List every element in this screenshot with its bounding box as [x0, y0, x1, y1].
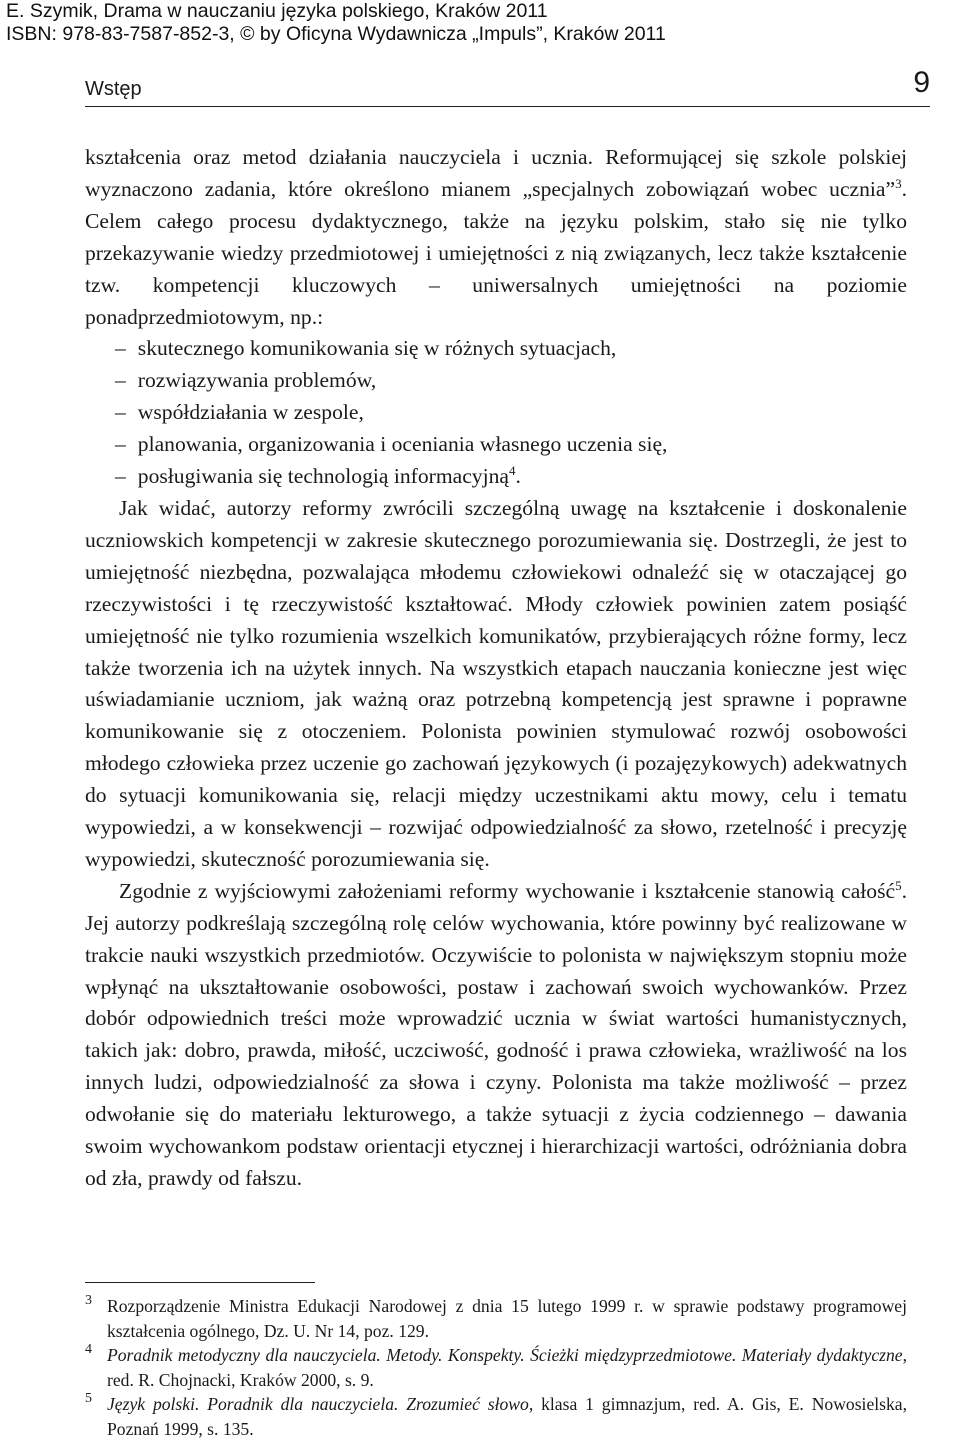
paragraph-1-text-b: . Celem całego procesu dydaktycznego, także na języku polskim, stało się nie tylko przekazywanie wiedzy przedmiotowej i umiejętności z nią związanych, lecz także kształcenie tzw. kompetencji kluczowych – uniwersalnych umiejętności na poziomie ponadprzedmiotowym, np.:: [85, 176, 907, 329]
list-item: – rozwiązywania problemów,: [85, 365, 907, 397]
page-number: 9: [913, 66, 930, 99]
footnote-ref-5[interactable]: 5: [895, 877, 902, 893]
footnotes: [85, 1294, 907, 1441]
footnote-separator: [85, 1282, 315, 1283]
publication-meta: [6, 0, 666, 46]
paragraph-3-text-a: Zgodnie z wyjściowymi założeniami reformy wychowanie i kształcenie stanowią całość: [119, 878, 896, 903]
footnote-number: 4: [85, 1342, 92, 1357]
footnote-number: 5: [85, 1391, 92, 1406]
footnote-ref-4[interactable]: 4: [508, 462, 516, 478]
footnote-ref-3[interactable]: 3: [895, 175, 902, 191]
footnote-title: Poradnik metodyczny dla nauczyciela. Metody. Konspekty. Ścieżki międzyprzedmiotowe. Materiały dydaktyczne: [107, 1345, 903, 1365]
main-text: [85, 142, 907, 1195]
list-item: – skutecznego komunikowania się w różnych sytuacjach,: [85, 333, 907, 365]
list-item-text: posługiwania się technologią informacyjną: [137, 464, 509, 489]
running-header: [85, 62, 930, 107]
footnote-4: [85, 1343, 907, 1392]
paragraph-1-text-a: kształcenia oraz metod działania nauczyciela i ucznia. Reformującej się szkole polskiej wyznaczono zadania, które określono mianem „specjalnych zobowiązań wobec ucznia”: [85, 145, 907, 201]
footnote-text: Rozporządzenie Ministra Edukacji Narodowej z dnia 15 lutego 1999 r. w sprawie podstawy programowej kształcenia ogólnego, Dz. U. Nr 14, poz. 129.: [107, 1296, 907, 1341]
list-item: – planowania, organizowania i oceniania własnego uczenia się,: [85, 429, 907, 461]
footnote-number: 3: [85, 1293, 92, 1308]
paragraph-2: Jak widać, autorzy reformy zwrócili szczególną uwagę na kształcenie i doskonalenie uczniowskich kompetencji w zakresie skutecznego porozumiewania się. Dostrzegli, że jest to umiejętność niezbędna, pozwalająca młodemu człowiekowi odnaleźć się w otaczającej go rzeczywistości i tę rzeczywistość kształtować. Młody człowiek powinien zatem posiąść umiejętność nie tylko rozumienia wszelkich komunikatów, przybierających różne formy, lecz także tworzenia ich na użytek innych. Na wszystkich etapach nauczania konieczne jest więc uświadamianie uczniom, jak ważną oraz potrzebną kompetencją jest sprawne i poprawne komunikowanie się z otoczeniem. Polonista powinien stymulować rozwój osobowości młodego człowieka przez uczenie go zachowań językowych (i pozajęzykowych) adekwatnych do sytuacji komunikowania się, relacji między uczestnikami aktu mowy, celu i tematu wypowiedzi, a w konsekwencji – rozwijać odpowiedzialność za słowo, rzetelność i precyzję wypowiedzi, skuteczność porozumiewania się.: [85, 495, 907, 871]
section-title: Wstęp: [85, 78, 142, 100]
paragraph-1: [85, 142, 907, 333]
footnote-5: [85, 1392, 907, 1441]
footnote-text: , red. R. Chojnacki, Kraków 2000, s. 9.: [107, 1345, 907, 1390]
list-item-end: .: [515, 464, 521, 489]
paragraph-3: [85, 876, 907, 1195]
list-item: [85, 461, 907, 493]
meta-line-author-title: E. Szymik, Drama w nauczaniu języka polskiego, Kraków 2011: [6, 0, 548, 22]
footnote-title: Język polski. Poradnik dla nauczyciela. Zrozumieć słowo: [107, 1394, 529, 1414]
list-item: – współdziałania w zespole,: [85, 397, 907, 429]
paragraph-3-text-b: . Jej autorzy podkreślają szczególną rolę celów wychowania, które powinny być realizowane w trakcie nauki wszystkich przedmiotów. Oczywiście to polonista w największym stopniu może wpłynąć na ukształtowanie osobowości, postaw i zachowań swoich wychowanków. Przez dobór odpowiednich treści może wprowadzić ucznia w świat wartości humanistycznych, takich jak: dobro, prawda, miłość, uczciwość, godność i prawa człowieka, wrażliwość na los innych ludzi, odpowiedzialność za słowa i czyny. Polonista ma także możliwość – przez odwołanie się do materiału lekturowego, a także sytuacji z życia codziennego – dawania swoim wychowankom podstaw orientacji etycznej i hierarchizacji wartości, odróżniania dobra od zła, prawdy od fałszu.: [85, 878, 907, 1190]
footnote-text: , klasa 1 gimnazjum, red. A. Gis, E. Nowosielska, Poznań 1999, s. 135.: [107, 1394, 907, 1439]
meta-line-isbn: ISBN: 978-83-7587-852-3, © by Oficyna Wydawnicza „Impuls”, Kraków 2011: [6, 23, 666, 45]
footnote-3: [85, 1294, 907, 1343]
